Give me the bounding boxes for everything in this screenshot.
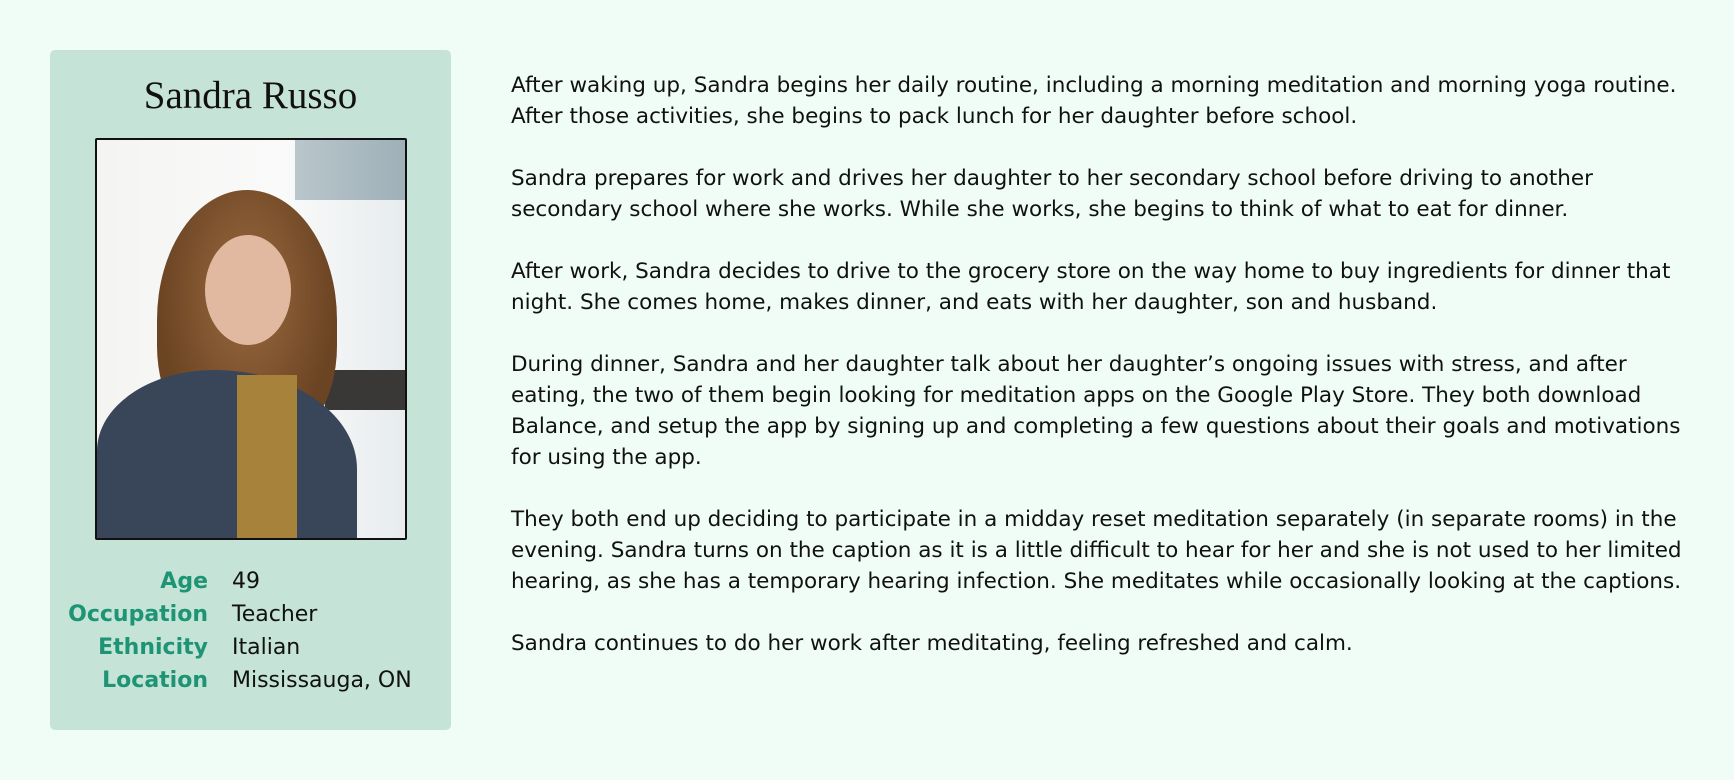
- fact-age: [50, 565, 451, 598]
- fact-value: Mississauga, ON: [232, 668, 412, 693]
- story-paragraph: During dinner, Sandra and her daughter talk about her daughter’s ongoing issues with stress, and after eating, the two of them begin looking for meditation apps on the Google Play Store. They both download Balance, and setup the app by signing up and completing a few questions about their goals and motivations for using the app.: [511, 352, 1681, 470]
- photo-face: [205, 235, 291, 345]
- fact-occupation: [50, 598, 451, 631]
- persona-photo: [95, 138, 407, 540]
- story-paragraph: They both end up deciding to participate in a midday reset meditation separately (in separate rooms) in the evening. Sandra turns on the caption as it is a little difficult to hear for her and she is not used to her limited hearing, as she has a temporary hearing infection. She meditates while occasionally looking at the captions.: [511, 507, 1682, 594]
- fact-label: Location: [102, 668, 208, 693]
- story-paragraph: After waking up, Sandra begins her daily routine, including a morning meditation and morning yoga routine. After those activities, she begins to pack lunch for her daughter before school.: [511, 73, 1677, 129]
- persona-name: Sandra Russo: [143, 74, 358, 117]
- persona-card: [50, 50, 451, 730]
- photo-shirt: [237, 375, 297, 540]
- fact-location: [50, 664, 451, 697]
- story-paragraph: After work, Sandra decides to drive to the grocery store on the way home to buy ingredients for dinner that night. She comes home, makes dinner, and eats with her daughter, son and husband.: [511, 259, 1671, 315]
- story-paragraph: Sandra continues to do her work after meditating, feeling refreshed and calm.: [511, 631, 1353, 656]
- fact-value: Teacher: [232, 602, 318, 627]
- fact-label: Occupation: [68, 602, 208, 627]
- photo-table: [325, 370, 405, 410]
- fact-value: 49: [232, 569, 260, 594]
- fact-ethnicity: [50, 631, 451, 664]
- fact-label: Ethnicity: [98, 635, 208, 660]
- persona-facts: [50, 565, 451, 697]
- story-paragraph: Sandra prepares for work and drives her daughter to her secondary school before driving to another secondary school where she works. While she works, she begins to think of what to eat for dinner.: [511, 166, 1593, 222]
- persona-story: [511, 70, 1691, 690]
- fact-label: Age: [160, 569, 208, 594]
- fact-value: Italian: [232, 635, 301, 660]
- photo-window: [295, 140, 405, 200]
